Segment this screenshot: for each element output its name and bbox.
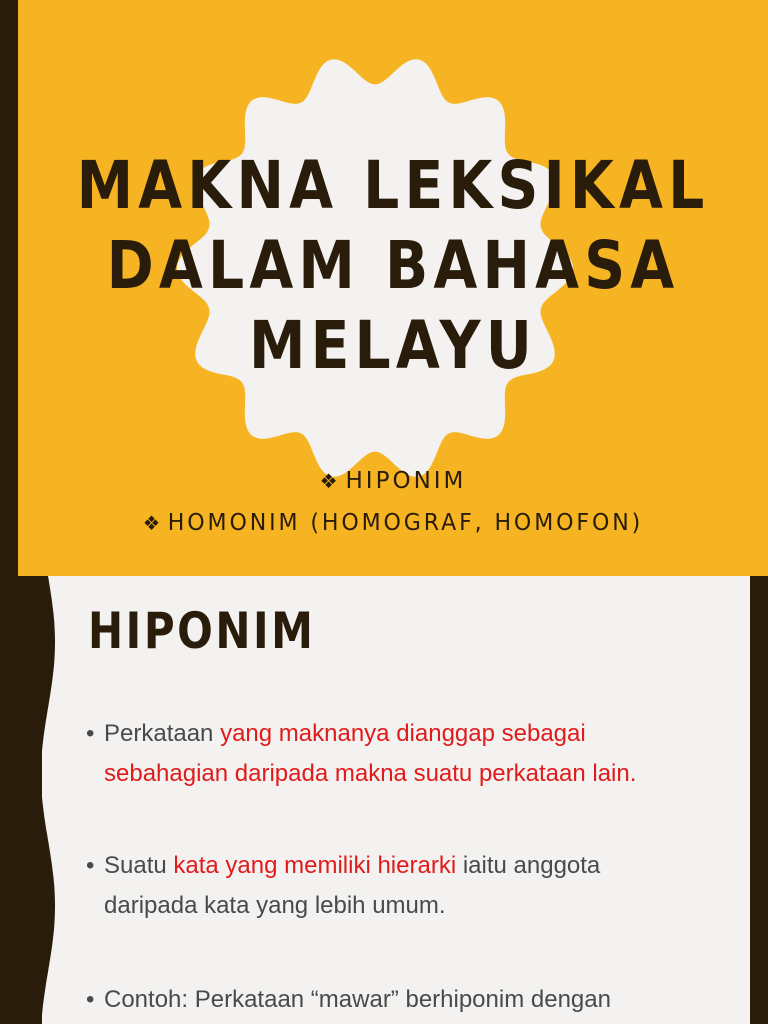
subtitle-item-homonim bbox=[33, 510, 753, 536]
title-line-2: DALAM BAHASA bbox=[106, 227, 680, 304]
diamond-bullet-icon: ❖ bbox=[319, 469, 338, 493]
bullet-item bbox=[86, 714, 706, 794]
bullet-item bbox=[86, 980, 706, 1020]
bullet-dot: • bbox=[86, 720, 95, 747]
diamond-bullet-icon: ❖ bbox=[142, 511, 161, 535]
bullet-text: Suatu bbox=[104, 852, 174, 879]
subtitle-item-text: HOMONIM (HOMOGRAF, HOMOFON) bbox=[167, 510, 644, 536]
title-slide bbox=[18, 0, 768, 576]
title-line-1: MAKNA LEKSIKAL bbox=[76, 147, 710, 224]
bullet-text: Contoh: Perkataan “mawar” berhiponim dengan bbox=[104, 986, 611, 1013]
subtitle-item-text: HIPONIM bbox=[345, 468, 467, 494]
content-slide bbox=[42, 576, 750, 1024]
bullet-dot: • bbox=[86, 986, 95, 1013]
subtitle-item-hiponim bbox=[18, 468, 768, 494]
highlighted-text: yang maknanya dianggap sebagai bbox=[220, 720, 586, 747]
title-line-3: MELAYU bbox=[248, 307, 538, 384]
highlighted-text: sebahagian daripada makna suatu perkataan lain. bbox=[104, 760, 637, 787]
bullet-item bbox=[86, 846, 706, 926]
slide-title bbox=[71, 146, 716, 386]
bullet-text: daripada kata yang lebih umum. bbox=[104, 892, 446, 919]
highlighted-text: kata yang memiliki hierarki bbox=[173, 852, 457, 879]
bullet-text: Perkataan bbox=[104, 720, 221, 747]
wavy-left-edge bbox=[42, 576, 82, 1024]
content-heading: HIPONIM bbox=[88, 602, 316, 660]
bullet-dot: • bbox=[86, 852, 95, 879]
bullet-text: iaitu anggota bbox=[456, 852, 601, 879]
